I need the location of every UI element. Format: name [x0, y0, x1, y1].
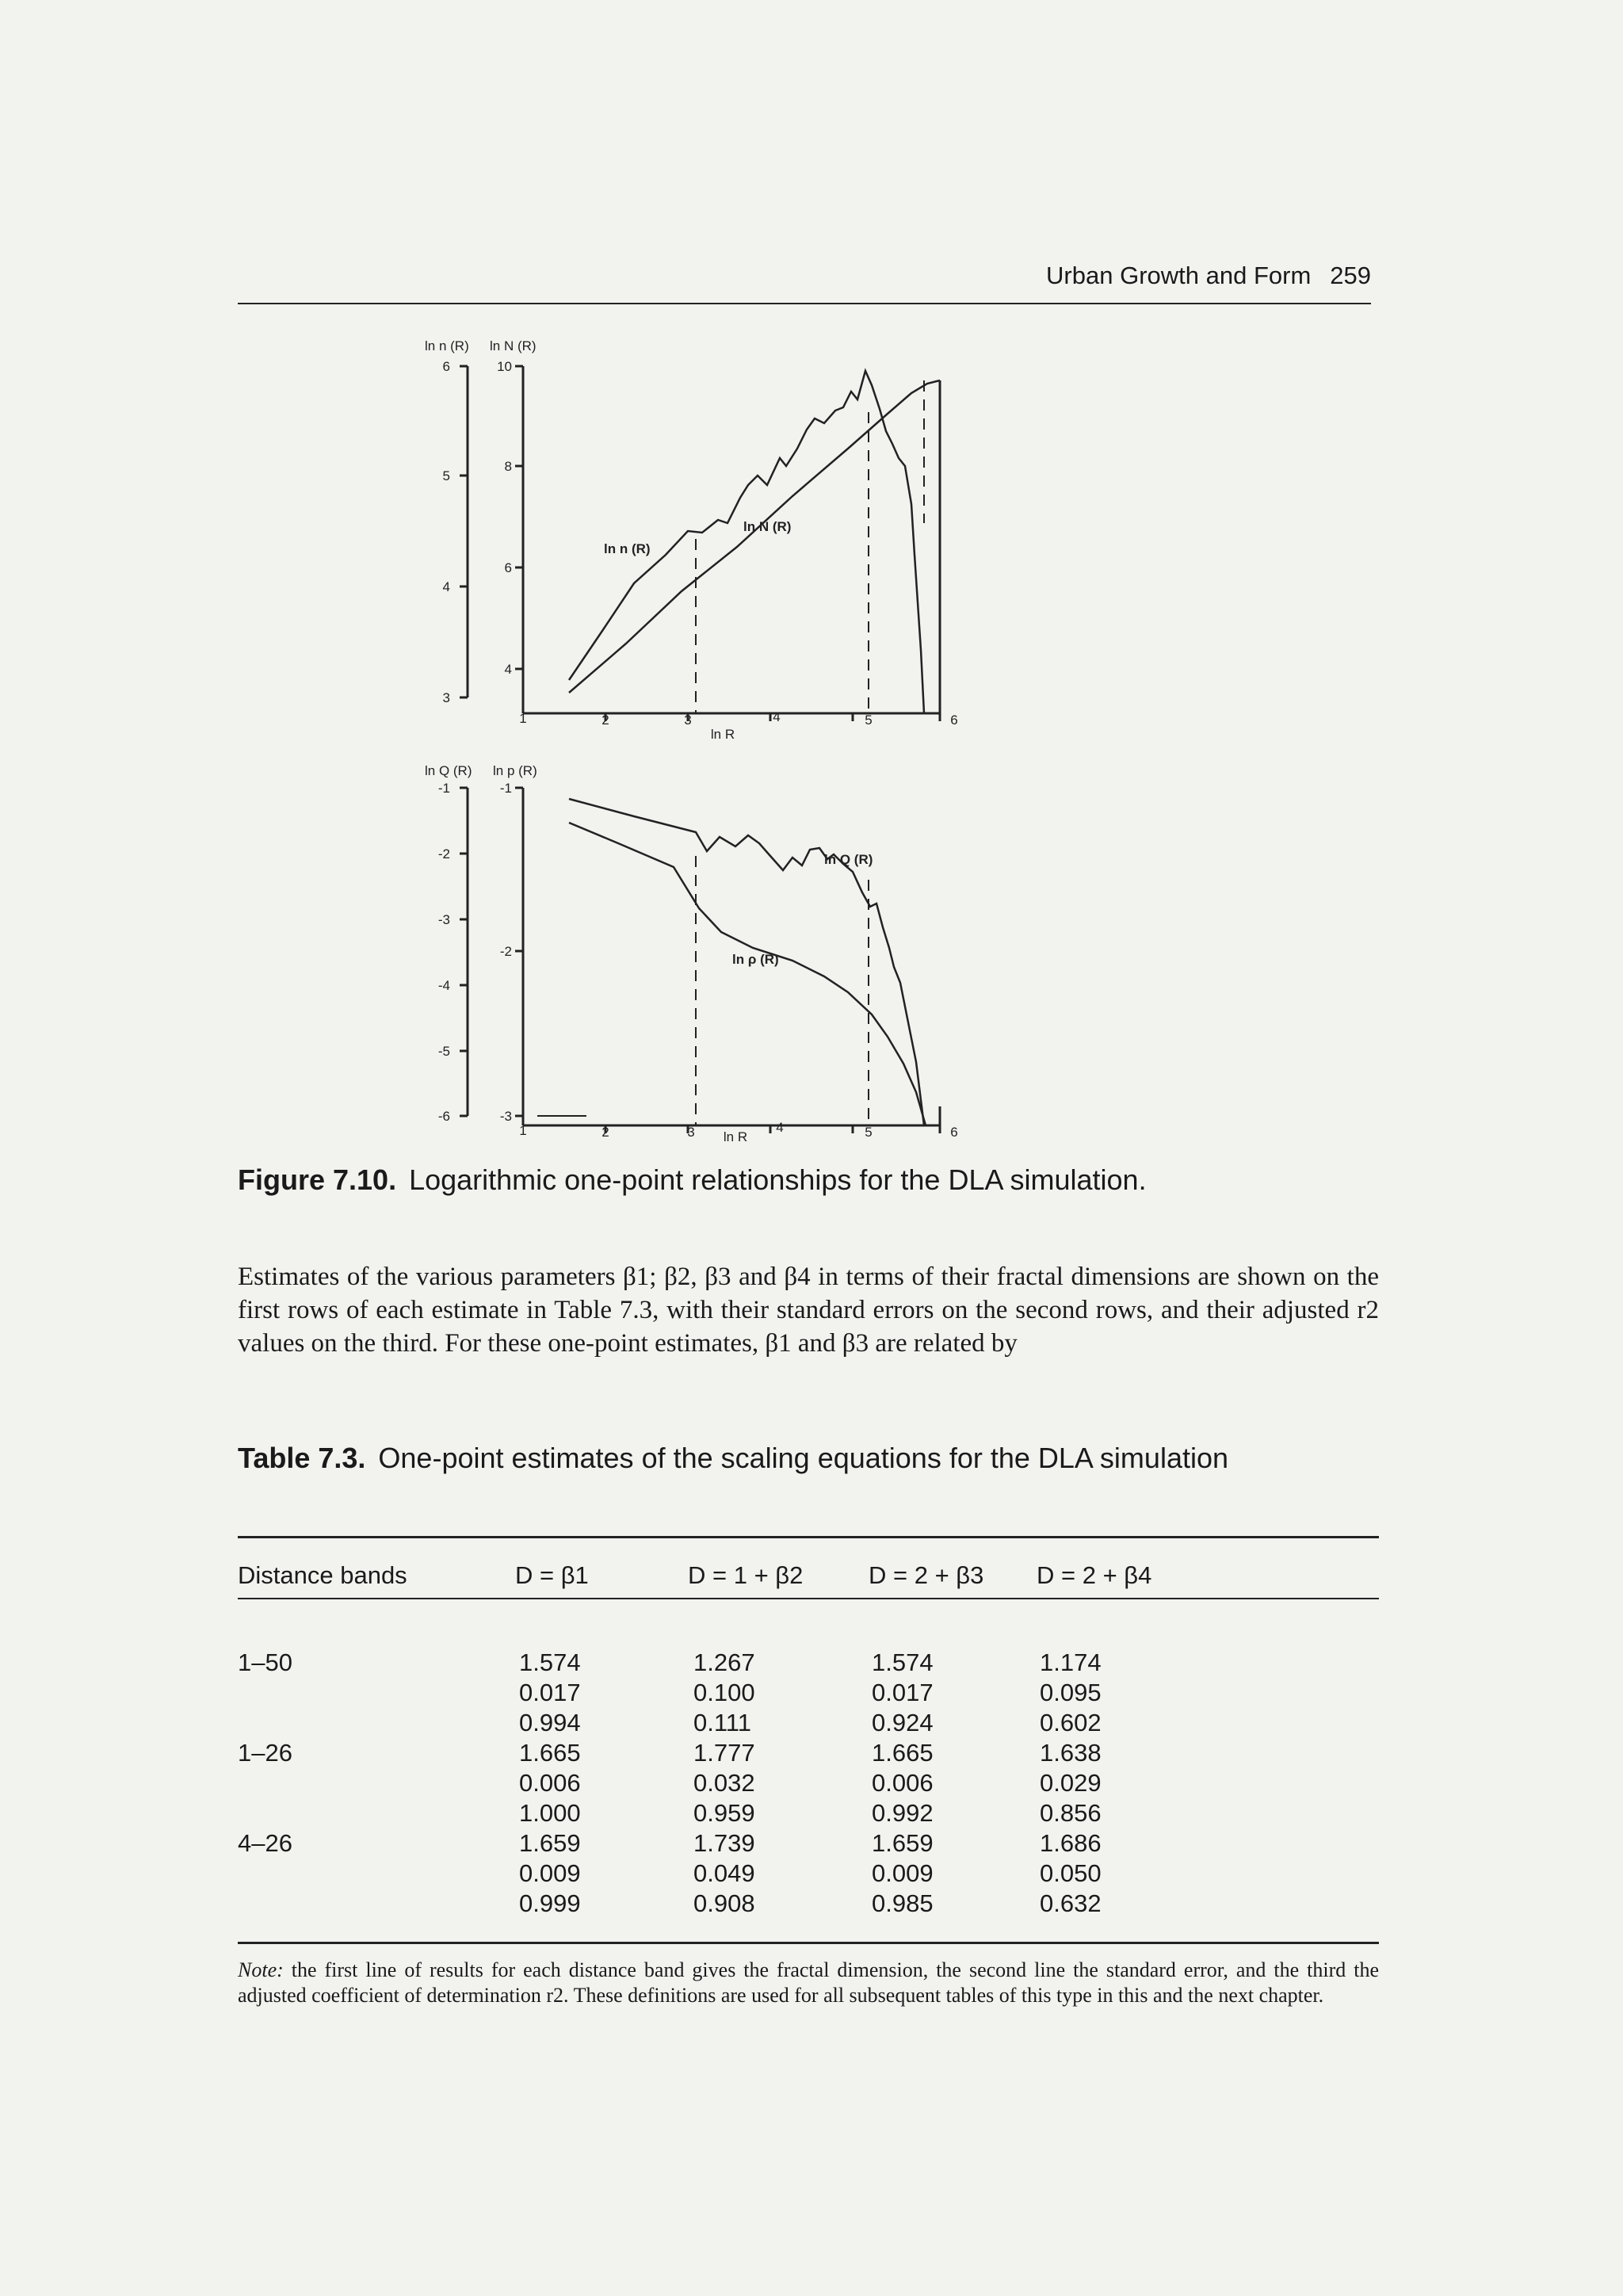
top-x-tick-label: 4	[773, 709, 781, 724]
top-series-label: ln n (R)	[604, 541, 651, 556]
top-y-right-label: ln N (R)	[490, 338, 537, 353]
bottom-x-tick-label: 6	[950, 1125, 958, 1140]
bottom-y-left-tick-label: -5	[437, 1044, 450, 1059]
table-cell: 1.739	[693, 1829, 755, 1857]
table-cell: 0.095	[1040, 1679, 1102, 1706]
table-bottom-rule	[238, 1942, 1379, 1944]
table-cell: 0.100	[693, 1679, 755, 1706]
table-note	[238, 1958, 1379, 2008]
bottom-x-axis-label: ln R	[723, 1129, 748, 1144]
top-x-tick-label: 6	[950, 712, 958, 728]
table-cell: 0.111	[693, 1709, 751, 1736]
table-cell: 0.985	[872, 1889, 934, 1917]
table-cell: 0.999	[519, 1889, 581, 1917]
bottom-y-left-ticks	[438, 781, 468, 1124]
top-y-left-tick-label: 4	[442, 579, 450, 594]
top-y-right-ticks	[497, 359, 523, 677]
table-cell: 0.924	[872, 1709, 934, 1736]
bottom-x-tick-label: 2	[601, 1125, 609, 1140]
table-cell: 1.574	[519, 1648, 581, 1676]
table-cell: 0.029	[1040, 1769, 1102, 1797]
figure-caption-label: Figure 7.10.	[238, 1163, 397, 1196]
top-y-left-label: ln n (R)	[425, 338, 469, 353]
top-x-tick-label: 5	[865, 712, 873, 728]
table-header: Distance bands	[238, 1561, 407, 1589]
table-cell: 1.665	[872, 1739, 934, 1767]
table-cell: 1.777	[693, 1739, 755, 1767]
table-header: D = 1 + β2	[688, 1561, 804, 1589]
table-cell: 0.602	[1040, 1709, 1102, 1736]
table-top-rule	[238, 1536, 1379, 1538]
bottom-x-tick-label: 1	[519, 1123, 527, 1138]
figure-caption-text: Logarithmic one-point relationships for the DLA simulation.	[409, 1163, 1147, 1196]
bottom-x-ticks	[519, 1120, 957, 1144]
table-cell: 0.994	[519, 1709, 581, 1736]
bottom-y-left-label: ln Q (R)	[425, 763, 472, 778]
table-cell: 1.686	[1040, 1829, 1102, 1857]
top-y-right-tick-label: 10	[497, 359, 512, 374]
table-note-text: the first line of results for each distance band gives the fractal dimension, the second line the standard error, and the third the adjusted coefficient of determination r2. These definitions are used for all subsequent tables of this type in this and the next chapter.	[238, 1958, 1379, 2007]
top-y-right-tick-label: 8	[504, 459, 512, 474]
bottom-series-label: ln ρ (R)	[732, 952, 779, 967]
table-cell: 0.009	[872, 1859, 934, 1887]
table-cell: 1.574	[872, 1648, 934, 1676]
table-band-label: 4–26	[238, 1829, 292, 1857]
bottom-y-left-tick-label: -2	[437, 846, 450, 861]
body-paragraph: Estimates of the various parameters β1; β2, β3 and β4 in terms of their fractal dimensions are shown on the first rows of each estimate in Table 7.3, with their standard errors on the second rows, and their adjusted r2 values on the third. For these one-point estimates, β1 and β3 are related by	[238, 1263, 1379, 1358]
table-cell: 0.050	[1040, 1859, 1102, 1887]
bottom-y-right-tick-label: -1	[499, 781, 512, 796]
bottom-panel	[425, 763, 958, 1144]
table-cell: 1.000	[519, 1799, 581, 1827]
top-y-left-tick-label: 3	[442, 690, 450, 705]
table-cell: 0.856	[1040, 1799, 1102, 1827]
curve-ln-rho-R	[569, 823, 926, 1125]
table-cell: 0.959	[693, 1799, 755, 1827]
table-cell: 0.009	[519, 1859, 581, 1887]
table-band-label: 1–26	[238, 1739, 292, 1767]
bottom-y-right-label: ln p (R)	[493, 763, 537, 778]
top-y-left-tick-label: 6	[442, 359, 450, 374]
table-band-label: 1–50	[238, 1648, 292, 1676]
table-cell: 1.659	[872, 1829, 934, 1857]
table-cell: 1.174	[1040, 1648, 1102, 1676]
top-y-right-tick-label: 4	[504, 662, 512, 677]
bottom-y-left-tick-label: -3	[437, 912, 450, 927]
bottom-y-right-tick-label: -3	[499, 1109, 512, 1124]
bottom-x-tick-label: 5	[865, 1125, 873, 1140]
bottom-x-tick-label: 3	[687, 1125, 695, 1140]
top-y-left-ticks	[443, 359, 468, 705]
table-cell: 1.638	[1040, 1739, 1102, 1767]
bottom-y-right-ticks	[500, 781, 523, 1124]
table-cell: 0.017	[872, 1679, 934, 1706]
figure-caption	[238, 1163, 1379, 1197]
table-cell: 0.006	[872, 1769, 934, 1797]
table-cell: 0.006	[519, 1769, 581, 1797]
table-caption-label: Table 7.3.	[238, 1442, 366, 1474]
table-cell: 0.908	[693, 1889, 755, 1917]
page-number: 259	[1330, 262, 1371, 289]
table-header: D = 2 + β4	[1037, 1561, 1152, 1589]
table-cell: 1.267	[693, 1648, 755, 1676]
top-x-tick-label: 3	[684, 712, 692, 728]
table-cell: 1.665	[519, 1739, 581, 1767]
top-y-left-tick-label: 5	[442, 468, 450, 483]
table-caption-text: One-point estimates of the scaling equations for the DLA simulation	[378, 1442, 1229, 1474]
bottom-y-left-tick-label: -4	[437, 978, 450, 993]
top-x-tick-label: 1	[519, 711, 527, 726]
table-note-label: Note:	[238, 1958, 284, 1981]
table-header-rule	[238, 1598, 1379, 1599]
table-cell: 0.632	[1040, 1889, 1102, 1917]
table-header: D = 2 + β3	[869, 1561, 984, 1589]
table-caption	[238, 1441, 1379, 1476]
running-head-title: Urban Growth and Form	[1046, 262, 1312, 289]
bottom-y-left-tick-label: -1	[437, 781, 450, 796]
top-panel	[425, 338, 958, 742]
top-x-axis-label: ln R	[710, 727, 735, 742]
table-cell: 0.992	[872, 1799, 934, 1827]
top-y-right-tick-label: 6	[504, 560, 512, 575]
table-cell: 1.659	[519, 1829, 581, 1857]
bottom-x-tick-label: 4	[776, 1120, 784, 1135]
bottom-y-right-tick-label: -2	[499, 944, 512, 959]
table-cell: 0.032	[693, 1769, 755, 1797]
table-header: D = β1	[515, 1561, 589, 1589]
bottom-series-label: ln Q (R)	[824, 852, 873, 867]
table-cell: 0.017	[519, 1679, 581, 1706]
top-series-label: ln N (R)	[743, 519, 792, 534]
bottom-y-left-tick-label: -6	[437, 1109, 450, 1124]
top-x-tick-label: 2	[601, 712, 609, 728]
table-cell: 0.049	[693, 1859, 755, 1887]
